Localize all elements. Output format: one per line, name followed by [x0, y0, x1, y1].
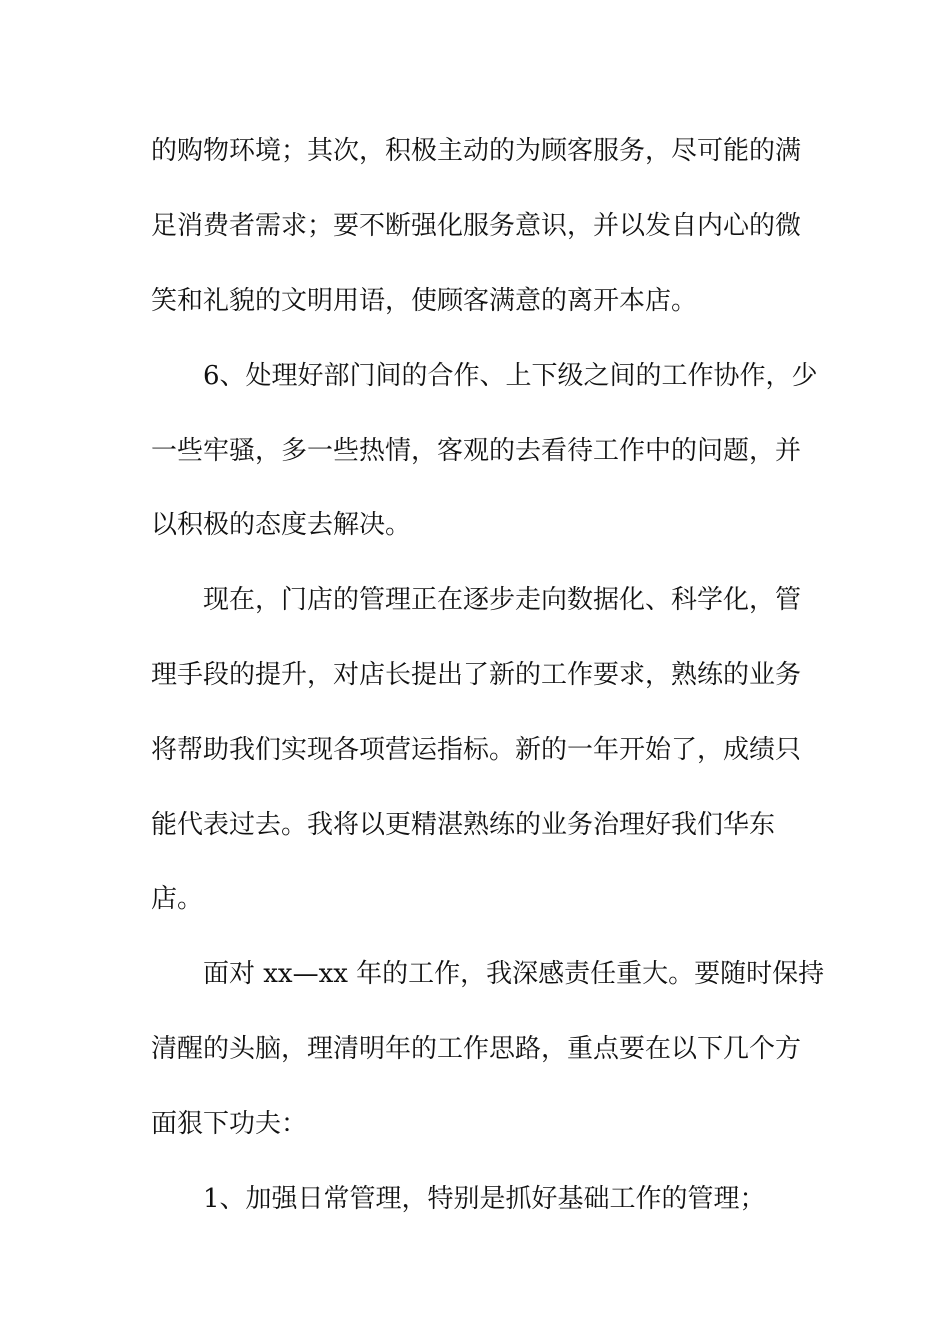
text-line-10: 能代表过去。我将以更精湛熟练的业务治理好我们华东	[151, 810, 776, 840]
text-line-11: 店。	[151, 884, 204, 914]
text-line-8: 理手段的提升，对店长提出了新的工作要求，熟练的业务	[151, 660, 802, 690]
text-line-12: 面对 xx—xx 年的工作，我深感责任重大。要随时保持	[203, 959, 825, 989]
text-line-14: 面狠下功夫：	[151, 1109, 308, 1139]
text-line-1: 的购物环境；其次，积极主动的为顾客服务，尽可能的满	[151, 136, 802, 166]
text-line-9: 将帮助我们实现各项营运指标。新的一年开始了，成绩只	[151, 735, 802, 765]
text-line-5: 一些牢骚，多一些热情，客观的去看待工作中的问题，并	[151, 436, 802, 466]
text-line-7: 现在，门店的管理正在逐步走向数据化、科学化，管	[203, 585, 802, 615]
text-line-3: 笑和礼貌的文明用语，使顾客满意的离开本店。	[151, 286, 698, 316]
text-line-2: 足消费者需求；要不断强化服务意识，并以发自内心的微	[151, 211, 802, 241]
text-line-15: 1、加强日常管理，特别是抓好基础工作的管理；	[203, 1184, 766, 1214]
text-line-13: 清醒的头脑，理清明年的工作思路，重点要在以下几个方	[151, 1034, 802, 1064]
text-line-4: 6、处理好部门间的合作、上下级之间的工作协作，少	[203, 361, 818, 391]
text-line-6: 以积极的态度去解决。	[151, 510, 412, 540]
